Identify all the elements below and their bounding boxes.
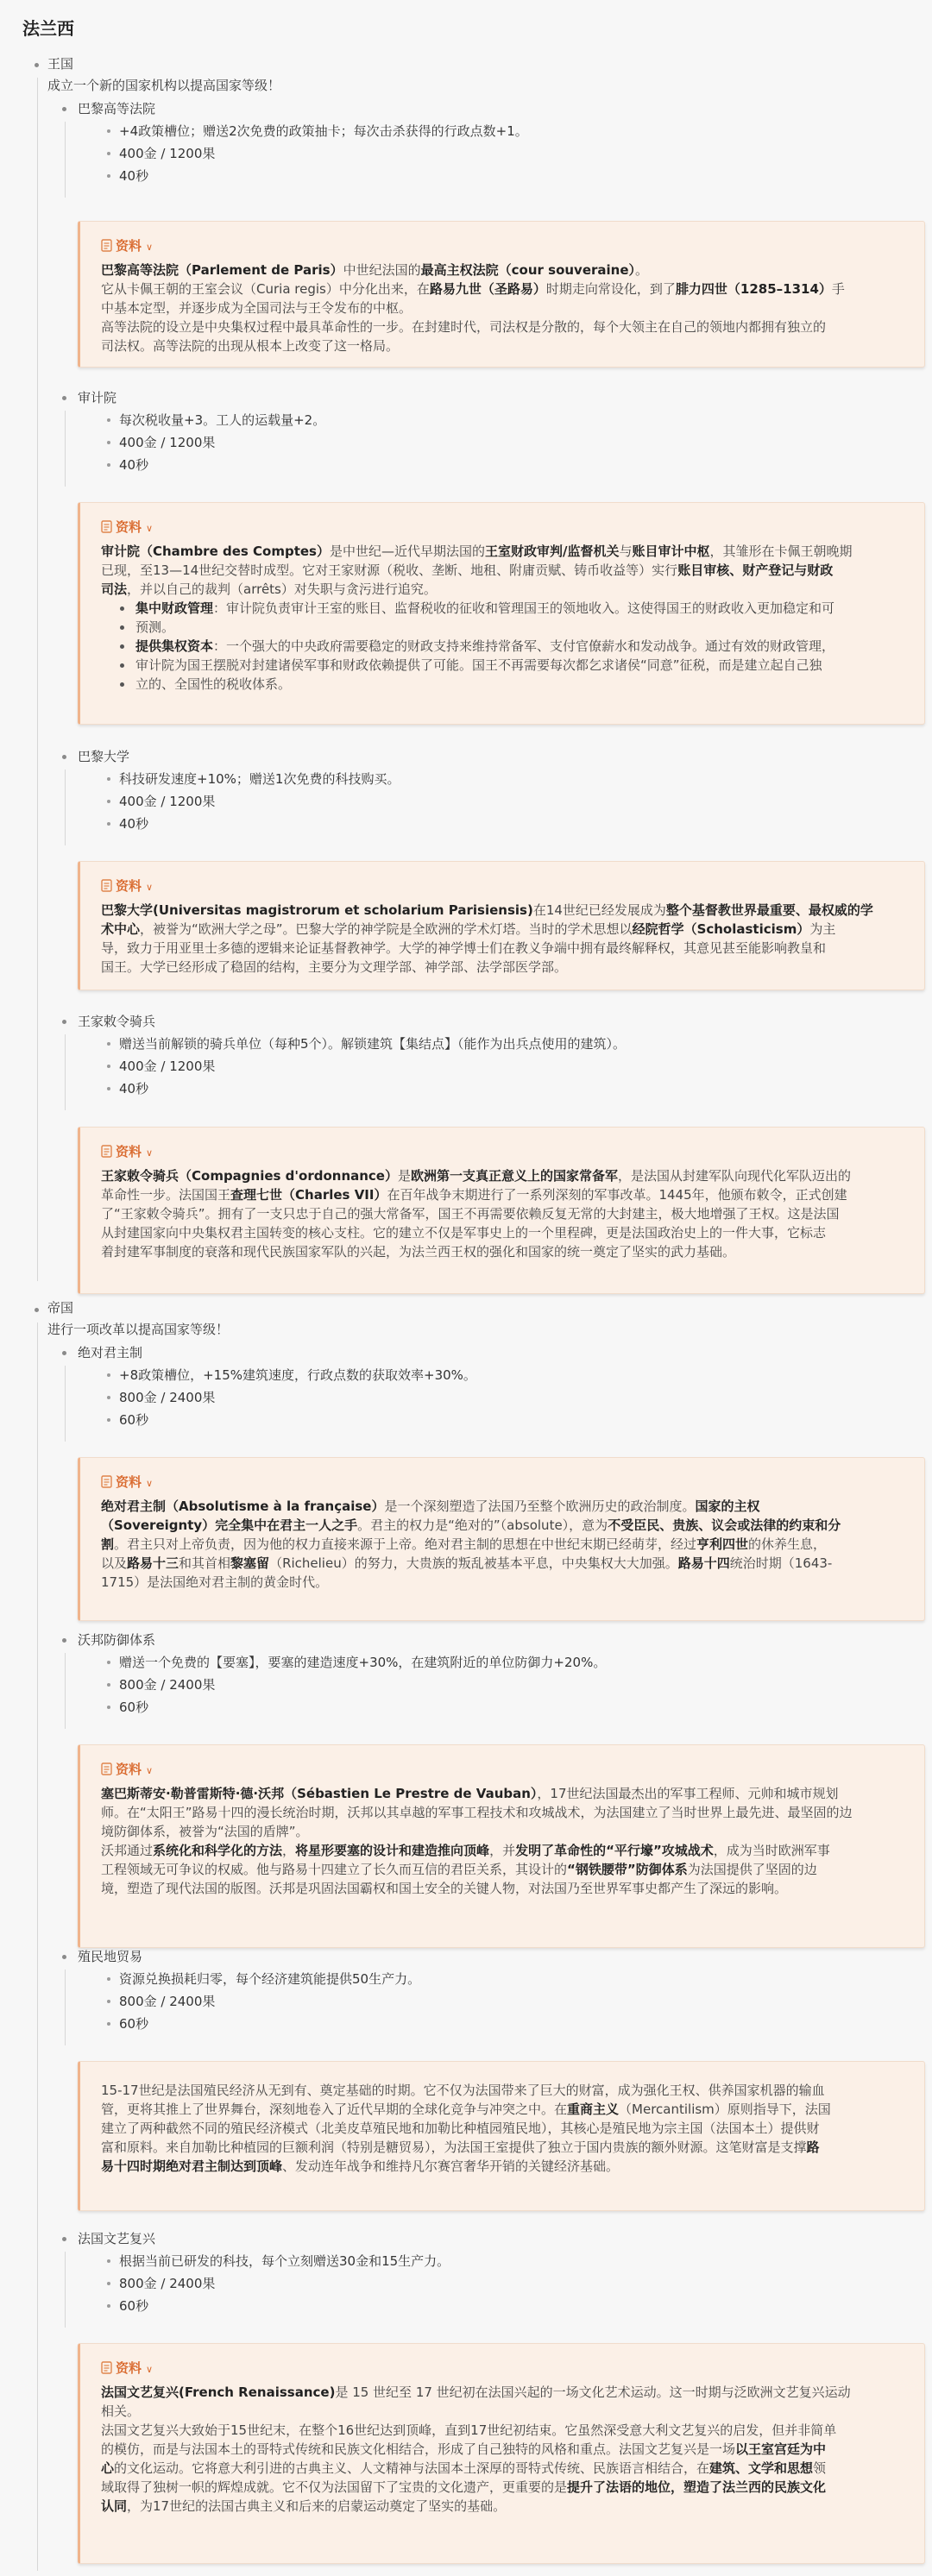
callout-line: 的模仿，而是与法国本土的哥特式传统和民族文化相结合，形成了自己独特的风格和重点。法国文艺复兴是一场以王室宫廷为中 bbox=[101, 2441, 827, 2457]
section-label: 帝国 bbox=[47, 1300, 74, 1316]
institution-name: 法国文艺复兴 bbox=[78, 2231, 156, 2246]
detail-bullet bbox=[107, 800, 110, 803]
section-guide-line bbox=[37, 1323, 38, 2571]
effect-text: 根据当前已研发的科技，每个立刻赠送30金和15生产力。 bbox=[119, 2253, 450, 2269]
institution-bullet bbox=[62, 1020, 66, 1024]
chevron-down-icon: ∨ bbox=[146, 523, 154, 534]
document-icon bbox=[101, 1762, 112, 1777]
info-callout bbox=[78, 1744, 925, 1948]
callout-line: 从封建国家向中央集权君主国转变的核心支柱。它的建立不仅是军事史上的一个里程碑，更是法国政治史上的一件大事，它标志 bbox=[101, 1225, 827, 1241]
section-label: 王国 bbox=[47, 56, 74, 72]
info-callout bbox=[78, 1457, 925, 1621]
duration-text: 40秒 bbox=[119, 457, 149, 473]
detail-bullet bbox=[107, 129, 110, 133]
institution-guide-line bbox=[65, 2252, 66, 2328]
section-description: 成立一个新的国家机构以提高国家等级！ bbox=[47, 78, 281, 93]
chevron-down-icon: ∨ bbox=[146, 882, 154, 893]
detail-bullet bbox=[107, 418, 110, 422]
institution-guide-line bbox=[65, 1653, 66, 1729]
callout-body bbox=[101, 1497, 909, 1592]
institution-name: 绝对君主制 bbox=[78, 1345, 143, 1360]
callout-toggle[interactable] bbox=[101, 1142, 153, 1161]
callout-line: 预测。 bbox=[101, 618, 909, 637]
effect-text: 每次税收量+3。工人的运载量+2。 bbox=[119, 412, 326, 428]
detail-bullet bbox=[107, 1087, 110, 1090]
duration-text: 40秒 bbox=[119, 816, 149, 832]
callout-body bbox=[101, 542, 909, 694]
callout-line: 司法权。高等法院的出现从根本上改变了这一格局。 bbox=[101, 338, 400, 354]
effect-text: +8政策槽位，+15%建筑速度，行政点数的获取效率+30%。 bbox=[119, 1367, 476, 1383]
detail-bullet bbox=[107, 441, 110, 444]
callout-title: 资料 bbox=[116, 1474, 142, 1490]
callout-line: 建立了两种截然不同的殖民经济模式（北美皮草殖民地和加勒比种植园殖民地），其核心是殖民地为宗主国（法国本土）提供财 bbox=[101, 2120, 820, 2136]
institution-bullet bbox=[62, 1351, 66, 1355]
institution-name: 殖民地贸易 bbox=[78, 1949, 143, 1964]
section-description: 进行一项改革以提高国家等级！ bbox=[47, 1322, 230, 1337]
callout-line: 司法，并以自己的裁判（arrêts）对失职与贪污进行追究。 bbox=[101, 581, 437, 597]
section-bullet bbox=[35, 63, 39, 67]
callout-line: 审计院为国王摆脱对封建诸侯军事和财政依赖提供了可能。国王不再需要每次都乞求诸侯“同意”征税，而是建立起自己独 bbox=[101, 656, 909, 675]
callout-line: 域取得了独树一帜的辉煌成就。它不仅为法国留下了宝贵的文化遗产，更重要的是提升了法语的地位，塑造了法兰西的民族文化 bbox=[101, 2479, 827, 2495]
callout-line: 认同，为17世纪的法国古典主义和后来的启蒙运动奠定了坚实的基础。 bbox=[101, 2498, 507, 2514]
info-callout bbox=[78, 1127, 925, 1294]
cost-text: 400金 / 1200果 bbox=[119, 435, 216, 450]
callout-toggle[interactable] bbox=[101, 876, 153, 895]
effect-text: 科技研发速度+10%；赠送1次免费的科技购买。 bbox=[119, 771, 400, 787]
callout-toggle[interactable] bbox=[101, 236, 153, 255]
callout-line: 易十四时期绝对君主制达到顶峰、发动连年战争和维持凡尔赛宫奢华开销的关键经济基础。 bbox=[101, 2158, 620, 2174]
callout-line: 割。君主只对上帝负责，因为他的权力直接来源于上帝。绝对君主制的思想在中世纪末期已经萌芽，经过亨利四世的休养生息， bbox=[101, 1536, 827, 1552]
callout-line: 它从卡佩王朝的王室会议（Curia regis）中分化出来，在路易九世（圣路易）时期走向常设化，到了腓力四世（1285–1314）手 bbox=[101, 281, 845, 297]
callout-line: 绝对君主制（Absolutisme à la française）是一个深刻塑造了法国乃至整个欧洲历史的政治制度。国家的主权 bbox=[101, 1498, 760, 1514]
detail-bullet bbox=[107, 2259, 110, 2263]
institution-bullet bbox=[62, 755, 66, 759]
detail-bullet bbox=[107, 1065, 110, 1068]
institution-guide-line bbox=[65, 411, 66, 487]
callout-line: 相关。 bbox=[101, 2403, 141, 2419]
detail-bullet bbox=[107, 2282, 110, 2285]
detail-bullet bbox=[107, 1661, 110, 1664]
cost-text: 400金 / 1200果 bbox=[119, 146, 216, 161]
document-icon bbox=[101, 1144, 112, 1159]
detail-bullet bbox=[107, 2022, 110, 2026]
institution-guide-line bbox=[65, 1970, 66, 2045]
effect-text: 赠送当前解锁的骑兵单位（每种5个）。解锁建筑【集结点】（能作为出兵点使用的建筑）。 bbox=[119, 1036, 627, 1052]
callout-line: 国王。大学已经形成了稳固的结构，主要分为文理学部、神学部、法学部医学部。 bbox=[101, 959, 568, 975]
institution-guide-line bbox=[65, 1366, 66, 1442]
document-icon bbox=[101, 519, 112, 535]
callout-toggle[interactable] bbox=[101, 518, 153, 537]
callout-line: 中基本定型，并逐步成为全国司法与王令发布的中枢。 bbox=[101, 300, 412, 316]
callout-line: 导，致力于用亚里士多德的逻辑来论证基督教神学。大学的神学博士们在教义争端中拥有最终解释权，其意见甚至能影响教皇和 bbox=[101, 940, 827, 956]
cost-text: 800金 / 2400果 bbox=[119, 1994, 216, 2009]
callout-body bbox=[101, 2383, 909, 2516]
callout-line: 管，更将其推上了世界舞台，深刻地卷入了近代早期的全球化竞争与冲突之中。在重商主义（Mercantilism）原则指导下，法国 bbox=[101, 2102, 831, 2117]
callout-line: 巴黎高等法院（Parlement de Paris）中世纪法国的最高主权法院（cour souveraine）。 bbox=[101, 262, 649, 278]
detail-bullet bbox=[107, 174, 110, 178]
duration-text: 60秒 bbox=[119, 2016, 149, 2032]
document-icon bbox=[101, 238, 112, 254]
callout-body bbox=[101, 261, 909, 355]
callout-body bbox=[101, 2081, 909, 2176]
callout-line: 王家敕令骑兵（Compagnies d'ordonnance）是欧洲第一支真正意义上的国家常备军，是法国从封建军队向现代化军队迈出的 bbox=[101, 1168, 852, 1184]
detail-bullet bbox=[107, 463, 110, 467]
callout-line: 工程领域无可争议的权威。他与路易十四建立了长久而互信的君臣关系，其设计的“钢铁腰带”防御体系为法国提供了坚固的边 bbox=[101, 1862, 817, 1877]
section-guide-line bbox=[37, 78, 38, 1281]
institution-name: 王家敕令骑兵 bbox=[78, 1014, 156, 1029]
section-bullet bbox=[35, 1308, 39, 1312]
cost-text: 800金 / 2400果 bbox=[119, 2276, 216, 2291]
chevron-down-icon: ∨ bbox=[146, 1147, 154, 1159]
callout-line: 以及路易十三和其首相黎塞留（Richelieu）的努力，大贵族的叛乱被基本平息，中央集权大大加强。路易十四统治时期（1643- bbox=[101, 1555, 833, 1571]
callout-title: 资料 bbox=[116, 519, 142, 535]
page-title: 法兰西 bbox=[22, 18, 74, 39]
callout-title: 资料 bbox=[116, 1144, 142, 1159]
callout-toggle[interactable] bbox=[101, 1760, 153, 1779]
institution-name: 审计院 bbox=[78, 390, 117, 405]
institution-bullet bbox=[62, 1955, 66, 1959]
callout-line: 立的、全国性的税收体系。 bbox=[101, 675, 909, 694]
detail-bullet bbox=[107, 2304, 110, 2308]
callout-line: 集中财政管理：审计院负责审计王室的账目、监督税收的征收和管理国王的领地收入。这使得国王的财政收入更加稳定和可 bbox=[101, 599, 909, 618]
callout-line: 境防御体系，被誉为“法国的盾牌”。 bbox=[101, 1824, 309, 1839]
institution-bullet bbox=[62, 2237, 66, 2241]
duration-text: 40秒 bbox=[119, 168, 149, 184]
callout-line: 着封建军事制度的衰落和现代民族国家军队的兴起，为法兰西王权的强化和国家的统一奠定了坚实的武力基础。 bbox=[101, 1244, 736, 1260]
detail-bullet bbox=[107, 1706, 110, 1709]
callout-line: 巴黎大学(Universitas magistrorum et scholarium Parisiensis)在14世纪已经发展成为整个基督教世界最重要、最权威的学 bbox=[101, 902, 873, 918]
duration-text: 40秒 bbox=[119, 1081, 149, 1096]
institution-guide-line bbox=[65, 1034, 66, 1110]
callout-line: 沃邦通过系统化和科学化的方法，将星形要塞的设计和建造推向顶峰，并发明了革命性的“平行壕”攻城战术，成为当时欧洲军事 bbox=[101, 1843, 830, 1858]
document-icon bbox=[101, 2360, 112, 2376]
callout-line: 塞巴斯蒂安·勒普雷斯特·德·沃邦（Sébastien Le Prestre de Vauban），17世纪法国最杰出的军事工程师、元帅和城市规划 bbox=[101, 1786, 839, 1801]
detail-bullet bbox=[107, 152, 110, 155]
callout-line: 了“王家敕令骑兵”。拥有了一支只忠于自己的强大常备军，国王不再需要依赖反复无常的大封建主，极大地增强了王权。这是法国 bbox=[101, 1206, 840, 1222]
info-callout bbox=[78, 2343, 925, 2564]
chevron-down-icon: ∨ bbox=[146, 1765, 154, 1776]
callout-body bbox=[101, 1784, 909, 1898]
cost-text: 800金 / 2400果 bbox=[119, 1390, 216, 1405]
callout-line: 1715）是法国绝对君主制的黄金时代。 bbox=[101, 1574, 329, 1590]
duration-text: 60秒 bbox=[119, 1700, 149, 1715]
callout-title: 资料 bbox=[116, 878, 142, 894]
institution-name: 巴黎高等法院 bbox=[78, 101, 156, 116]
institution-guide-line bbox=[65, 770, 66, 845]
cost-text: 800金 / 2400果 bbox=[119, 1677, 216, 1693]
callout-line: 革命性一步。法国国王查理七世（Charles VII）在百年战争末期进行了一系列深刻的军事改革。1445年，他颁布敕令，正式创建 bbox=[101, 1187, 847, 1203]
cost-text: 400金 / 1200果 bbox=[119, 1059, 216, 1074]
detail-bullet bbox=[107, 1042, 110, 1046]
institution-bullet bbox=[62, 1638, 66, 1643]
callout-line: 审计院（Chambre des Comptes）是中世纪—近代早期法国的王室财政审判/监督机关与账目审计中枢，其雏形在卡佩王朝晚期 bbox=[101, 543, 853, 559]
callout-body bbox=[101, 1166, 909, 1261]
info-callout bbox=[78, 861, 925, 990]
info-callout bbox=[78, 502, 925, 725]
detail-bullet bbox=[107, 822, 110, 826]
callout-toggle[interactable] bbox=[101, 1473, 153, 1492]
callout-line: （Sovereignty）完全集中在君主一人之手。君主的权力是“绝对的”（absolute），意为不受臣民、贵族、议会或法律的约束和分 bbox=[101, 1517, 841, 1533]
chevron-down-icon: ∨ bbox=[146, 2364, 154, 2375]
callout-line: 已现，至13—14世纪交替时成型。它对王家财源（税收、垄断、地租、附庸贡赋、铸币收益等）实行账目审核、财产登记与财政 bbox=[101, 562, 834, 578]
callout-line: 高等法院的设立是中央集权过程中最具革命性的一步。在封建时代，司法权是分散的，每个大领主在自己的领地内都拥有独立的 bbox=[101, 319, 827, 335]
detail-bullet bbox=[107, 1418, 110, 1422]
cost-text: 400金 / 1200果 bbox=[119, 794, 216, 809]
duration-text: 60秒 bbox=[119, 1412, 149, 1428]
callout-body bbox=[101, 901, 909, 977]
callout-toggle[interactable] bbox=[101, 2359, 153, 2378]
callout-title: 资料 bbox=[116, 238, 142, 254]
callout-line: 15-17世纪是法国殖民经济从无到有、奠定基础的时期。它不仅为法国带来了巨大的财富，成为强化王权、供养国家机器的输血 bbox=[101, 2083, 825, 2098]
chevron-down-icon: ∨ bbox=[146, 242, 154, 253]
institution-name: 沃邦防御体系 bbox=[78, 1632, 156, 1648]
callout-title: 资料 bbox=[116, 2360, 142, 2376]
detail-bullet bbox=[107, 777, 110, 781]
effect-text: 资源兑换损耗归零，每个经济建筑能提供50生产力。 bbox=[119, 1971, 421, 1987]
effect-text: 赠送一个免费的【要塞】，要塞的建造速度+30%，在建筑附近的单位防御力+20%。 bbox=[119, 1655, 607, 1670]
callout-line: 法国文艺复兴大致始于15世纪末，在整个16世纪达到顶峰，直到17世纪初结束。它虽然深受意大利文艺复兴的启发，但并非简单 bbox=[101, 2422, 837, 2438]
detail-bullet bbox=[107, 2000, 110, 2003]
callout-line: 术中心，被誉为“欧洲大学之母”。巴黎大学的神学院是全欧洲的学术灯塔。当时的学术思想以经院哲学（Scholasticism）为主 bbox=[101, 921, 836, 937]
document-icon bbox=[101, 878, 112, 894]
callout-line: 心的文化运动。它将意大利引进的古典主义、人文精神与法国本土深厚的哥特式传统、民族语言相结合，在建筑、文学和思想领 bbox=[101, 2460, 827, 2476]
institution-guide-line bbox=[65, 122, 66, 198]
callout-line: 富和原料。来自加勒比种植园的巨额利润（特别是糖贸易），为法国王室提供了独立于国内贵族的额外财源。这笔财富是支撑路 bbox=[101, 2139, 820, 2155]
institution-bullet bbox=[62, 396, 66, 400]
callout-title: 资料 bbox=[116, 1762, 142, 1777]
detail-bullet bbox=[107, 1373, 110, 1377]
callout-line: 师。在“太阳王”路易十四的漫长统治时期，沃邦以其卓越的军事工程技术和攻城战术，为法国建立了当时世界上最先进、最坚固的边 bbox=[101, 1805, 853, 1820]
callout-line: 提供集权资本：一个强大的中央政府需要稳定的财政支持来维持常备军、支付官僚薪水和发动战争。通过有效的财政管理， bbox=[101, 637, 909, 656]
detail-bullet bbox=[107, 1683, 110, 1687]
effect-text: +4政策槽位；赠送2次免费的政策抽卡；每次击杀获得的行政点数+1。 bbox=[119, 123, 528, 139]
document-icon bbox=[101, 1474, 112, 1490]
institution-name: 巴黎大学 bbox=[78, 749, 130, 764]
info-callout bbox=[78, 221, 925, 368]
institution-bullet bbox=[62, 107, 66, 111]
duration-text: 60秒 bbox=[119, 2298, 149, 2314]
detail-bullet bbox=[107, 1396, 110, 1399]
callout-line: 境，塑造了现代法国的版图。沃邦是巩固法国霸权和国土安全的关键人物，对法国乃至世界军事史都产生了深远的影响。 bbox=[101, 1881, 788, 1896]
chevron-down-icon: ∨ bbox=[146, 1478, 154, 1489]
info-callout bbox=[78, 2061, 925, 2211]
callout-line: 法国文艺复兴(French Renaissance)是 15 世纪至 17 世纪初在法国兴起的一场文化艺术运动。这一时期与泛欧洲文艺复兴运动 bbox=[101, 2384, 851, 2400]
detail-bullet bbox=[107, 1977, 110, 1981]
